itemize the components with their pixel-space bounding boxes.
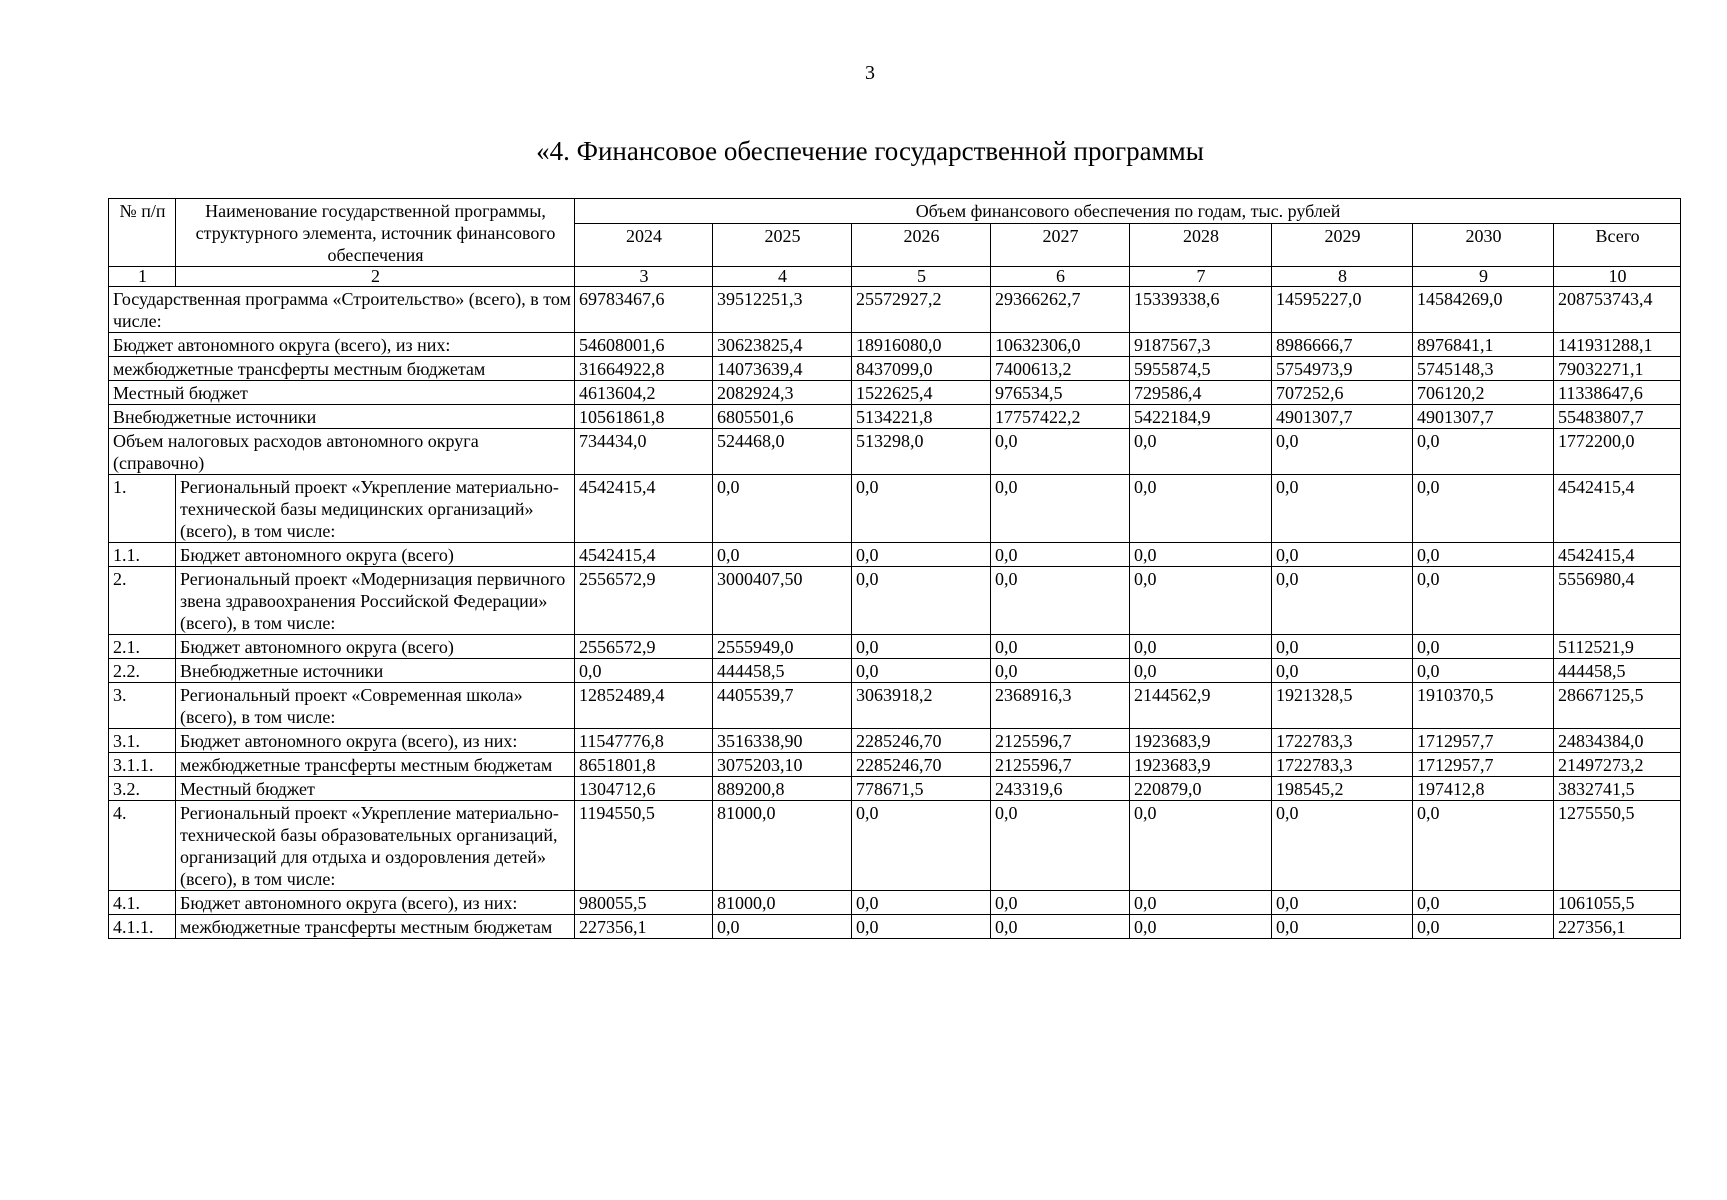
year-value: 0,0 <box>852 543 991 567</box>
year-value: 11547776,8 <box>575 729 713 753</box>
year-value: 14073639,4 <box>713 357 852 381</box>
year-value: 0,0 <box>1272 659 1413 683</box>
header-total: Всего <box>1554 223 1681 266</box>
row-name: Бюджет автономного округа (всего), из них: <box>176 891 575 915</box>
year-value: 31664922,8 <box>575 357 713 381</box>
table-row <box>109 567 1681 635</box>
year-value: 0,0 <box>991 659 1130 683</box>
year-value: 2125596,7 <box>991 729 1130 753</box>
column-index: 9 <box>1413 267 1554 287</box>
row-name: Региональный проект «Укрепление материально-технической базы образовательных организаций, организаций для отдыха и оздоровления детей» (всего), в том числе: <box>176 801 575 891</box>
year-value: 1194550,5 <box>575 801 713 891</box>
table-row <box>109 543 1681 567</box>
row-name: Региональный проект «Современная школа» (всего), в том числе: <box>176 683 575 729</box>
table-row <box>109 777 1681 801</box>
total-value: 4542415,4 <box>1554 475 1681 543</box>
year-value: 0,0 <box>991 915 1130 939</box>
year-value: 2368916,3 <box>991 683 1130 729</box>
year-value: 0,0 <box>1413 659 1554 683</box>
year-value: 0,0 <box>1130 429 1272 475</box>
year-value: 2082924,3 <box>713 381 852 405</box>
table-row <box>109 635 1681 659</box>
header-year: 2026 <box>852 223 991 266</box>
year-value: 0,0 <box>852 801 991 891</box>
total-value: 5556980,4 <box>1554 567 1681 635</box>
year-value: 0,0 <box>1130 659 1272 683</box>
total-value: 55483807,7 <box>1554 405 1681 429</box>
row-number: 1.1. <box>109 543 176 567</box>
year-value: 1921328,5 <box>1272 683 1413 729</box>
year-value: 0,0 <box>991 567 1130 635</box>
year-value: 0,0 <box>1130 635 1272 659</box>
header-year: 2027 <box>991 223 1130 266</box>
row-name: межбюджетные трансферты местным бюджетам <box>109 357 575 381</box>
year-value: 0,0 <box>1413 475 1554 543</box>
total-value: 1061055,5 <box>1554 891 1681 915</box>
row-number: 4.1. <box>109 891 176 915</box>
year-value: 0,0 <box>991 801 1130 891</box>
row-name: Бюджет автономного округа (всего), из них: <box>176 729 575 753</box>
year-value: 0,0 <box>1272 475 1413 543</box>
year-value: 0,0 <box>713 543 852 567</box>
table-row <box>109 801 1681 891</box>
column-index: 8 <box>1272 267 1413 287</box>
year-value: 243319,6 <box>991 777 1130 801</box>
header-name: Наименование государственной программы, структурного элемента, источник финансового обеспечения <box>176 199 575 267</box>
year-value: 0,0 <box>1413 915 1554 939</box>
year-value: 0,0 <box>852 915 991 939</box>
year-value: 0,0 <box>1413 891 1554 915</box>
total-value: 28667125,5 <box>1554 683 1681 729</box>
row-number: 1. <box>109 475 176 543</box>
year-value: 0,0 <box>1272 891 1413 915</box>
row-number: 3. <box>109 683 176 729</box>
year-value: 0,0 <box>1272 801 1413 891</box>
year-value: 8976841,1 <box>1413 333 1554 357</box>
year-value: 8437099,0 <box>852 357 991 381</box>
year-value: 1910370,5 <box>1413 683 1554 729</box>
column-index: 4 <box>713 267 852 287</box>
row-number: 4. <box>109 801 176 891</box>
year-value: 14584269,0 <box>1413 287 1554 333</box>
year-value: 2125596,7 <box>991 753 1130 777</box>
year-value: 0,0 <box>991 891 1130 915</box>
column-index: 10 <box>1554 267 1681 287</box>
year-value: 12852489,4 <box>575 683 713 729</box>
year-value: 729586,4 <box>1130 381 1272 405</box>
total-value: 79032271,1 <box>1554 357 1681 381</box>
year-value: 4613604,2 <box>575 381 713 405</box>
year-value: 0,0 <box>713 475 852 543</box>
year-value: 0,0 <box>1272 567 1413 635</box>
year-value: 0,0 <box>852 475 991 543</box>
column-index: 3 <box>575 267 713 287</box>
year-value: 30623825,4 <box>713 333 852 357</box>
year-value: 1304712,6 <box>575 777 713 801</box>
total-value: 4542415,4 <box>1554 543 1681 567</box>
total-value: 5112521,9 <box>1554 635 1681 659</box>
year-value: 444458,5 <box>713 659 852 683</box>
year-value: 0,0 <box>1130 543 1272 567</box>
year-value: 69783467,6 <box>575 287 713 333</box>
year-value: 5955874,5 <box>1130 357 1272 381</box>
row-name: Бюджет автономного округа (всего) <box>176 635 575 659</box>
year-value: 0,0 <box>1413 801 1554 891</box>
year-value: 5134221,8 <box>852 405 991 429</box>
year-value: 7400613,2 <box>991 357 1130 381</box>
year-value: 3075203,10 <box>713 753 852 777</box>
row-name: Государственная программа «Строительство» (всего), в том числе: <box>109 287 575 333</box>
financing-table <box>108 198 1681 939</box>
year-value: 81000,0 <box>713 891 852 915</box>
row-name: Бюджет автономного округа (всего) <box>176 543 575 567</box>
year-value: 1923683,9 <box>1130 753 1272 777</box>
total-value: 1275550,5 <box>1554 801 1681 891</box>
year-value: 0,0 <box>1272 543 1413 567</box>
year-value: 4405539,7 <box>713 683 852 729</box>
year-value: 2285246,70 <box>852 753 991 777</box>
page-number: 3 <box>865 62 875 84</box>
year-value: 889200,8 <box>713 777 852 801</box>
table-row <box>109 729 1681 753</box>
year-value: 15339338,6 <box>1130 287 1272 333</box>
year-value: 2285246,70 <box>852 729 991 753</box>
year-value: 1712957,7 <box>1413 729 1554 753</box>
year-value: 14595227,0 <box>1272 287 1413 333</box>
year-value: 524468,0 <box>713 429 852 475</box>
row-name: Местный бюджет <box>109 381 575 405</box>
table-row <box>109 659 1681 683</box>
table-row <box>109 405 1681 429</box>
total-value: 11338647,6 <box>1554 381 1681 405</box>
year-value: 0,0 <box>575 659 713 683</box>
row-number: 3.1.1. <box>109 753 176 777</box>
row-number: 2.1. <box>109 635 176 659</box>
year-value: 0,0 <box>1130 915 1272 939</box>
year-value: 0,0 <box>1413 543 1554 567</box>
year-value: 0,0 <box>991 429 1130 475</box>
table-row <box>109 753 1681 777</box>
row-name: Внебюджетные источники <box>109 405 575 429</box>
year-value: 10632306,0 <box>991 333 1130 357</box>
row-name: межбюджетные трансферты местным бюджетам <box>176 753 575 777</box>
header-year: 2030 <box>1413 223 1554 266</box>
year-value: 778671,5 <box>852 777 991 801</box>
year-value: 3516338,90 <box>713 729 852 753</box>
row-number: 2.2. <box>109 659 176 683</box>
year-value: 4901307,7 <box>1272 405 1413 429</box>
row-name: Бюджет автономного округа (всего), из них: <box>109 333 575 357</box>
table-row <box>109 891 1681 915</box>
year-value: 513298,0 <box>852 429 991 475</box>
year-value: 1522625,4 <box>852 381 991 405</box>
year-value: 1722783,3 <box>1272 753 1413 777</box>
year-value: 2555949,0 <box>713 635 852 659</box>
year-value: 0,0 <box>852 567 991 635</box>
year-value: 5745148,3 <box>1413 357 1554 381</box>
year-value: 5754973,9 <box>1272 357 1413 381</box>
year-value: 0,0 <box>991 543 1130 567</box>
header-row-1 <box>109 199 1681 224</box>
year-value: 8651801,8 <box>575 753 713 777</box>
year-value: 5422184,9 <box>1130 405 1272 429</box>
year-value: 0,0 <box>1272 915 1413 939</box>
year-value: 4542415,4 <box>575 543 713 567</box>
row-number: 4.1.1. <box>109 915 176 939</box>
table-row <box>109 287 1681 333</box>
row-name: Объем налоговых расходов автономного округа (справочно) <box>109 429 575 475</box>
row-number: 3.2. <box>109 777 176 801</box>
year-value: 25572927,2 <box>852 287 991 333</box>
year-value: 220879,0 <box>1130 777 1272 801</box>
table-row <box>109 333 1681 357</box>
year-value: 1923683,9 <box>1130 729 1272 753</box>
year-value: 0,0 <box>1413 567 1554 635</box>
year-value: 9187567,3 <box>1130 333 1272 357</box>
year-value: 18916080,0 <box>852 333 991 357</box>
total-value: 3832741,5 <box>1554 777 1681 801</box>
year-value: 29366262,7 <box>991 287 1130 333</box>
row-name: Региональный проект «Модернизация первичного звена здравоохранения Российской Федерации» (всего), в том числе: <box>176 567 575 635</box>
year-value: 0,0 <box>852 891 991 915</box>
year-value: 3000407,50 <box>713 567 852 635</box>
year-value: 39512251,3 <box>713 287 852 333</box>
year-value: 1712957,7 <box>1413 753 1554 777</box>
year-value: 0,0 <box>1130 567 1272 635</box>
year-value: 4542415,4 <box>575 475 713 543</box>
column-index: 6 <box>991 267 1130 287</box>
year-value: 198545,2 <box>1272 777 1413 801</box>
column-index: 1 <box>109 267 176 287</box>
section-title: «4. Финансовое обеспечение государственной программы <box>536 136 1204 166</box>
column-index: 2 <box>176 267 575 287</box>
total-value: 21497273,2 <box>1554 753 1681 777</box>
header-num: № п/п <box>109 199 176 267</box>
table-row <box>109 429 1681 475</box>
year-value: 0,0 <box>852 659 991 683</box>
row-name: Внебюджетные источники <box>176 659 575 683</box>
year-value: 0,0 <box>991 635 1130 659</box>
header-volume: Объем финансового обеспечения по годам, тыс. рублей <box>575 199 1681 224</box>
year-value: 2556572,9 <box>575 567 713 635</box>
year-value: 0,0 <box>852 635 991 659</box>
column-index-row <box>109 267 1681 287</box>
table-row <box>109 915 1681 939</box>
year-value: 976534,5 <box>991 381 1130 405</box>
year-value: 0,0 <box>1413 635 1554 659</box>
year-value: 0,0 <box>991 475 1130 543</box>
year-value: 4901307,7 <box>1413 405 1554 429</box>
column-index: 5 <box>852 267 991 287</box>
year-value: 1722783,3 <box>1272 729 1413 753</box>
total-value: 24834384,0 <box>1554 729 1681 753</box>
column-index: 7 <box>1130 267 1272 287</box>
table-row <box>109 381 1681 405</box>
year-value: 707252,6 <box>1272 381 1413 405</box>
row-number: 3.1. <box>109 729 176 753</box>
year-value: 0,0 <box>1272 429 1413 475</box>
year-value: 0,0 <box>1272 635 1413 659</box>
header-year: 2024 <box>575 223 713 266</box>
year-value: 227356,1 <box>575 915 713 939</box>
row-name: Местный бюджет <box>176 777 575 801</box>
year-value: 6805501,6 <box>713 405 852 429</box>
total-value: 1772200,0 <box>1554 429 1681 475</box>
year-value: 10561861,8 <box>575 405 713 429</box>
year-value: 81000,0 <box>713 801 852 891</box>
table-row <box>109 683 1681 729</box>
year-value: 2556572,9 <box>575 635 713 659</box>
row-name: межбюджетные трансферты местным бюджетам <box>176 915 575 939</box>
year-value: 2144562,9 <box>1130 683 1272 729</box>
year-value: 0,0 <box>1130 475 1272 543</box>
year-value: 0,0 <box>1130 801 1272 891</box>
year-value: 0,0 <box>1130 891 1272 915</box>
table-row <box>109 475 1681 543</box>
year-value: 0,0 <box>713 915 852 939</box>
row-name: Региональный проект «Укрепление материально-технической базы медицинских организаций» (всего), в том числе: <box>176 475 575 543</box>
row-number: 2. <box>109 567 176 635</box>
year-value: 980055,5 <box>575 891 713 915</box>
total-value: 208753743,4 <box>1554 287 1681 333</box>
year-value: 3063918,2 <box>852 683 991 729</box>
header-year: 2025 <box>713 223 852 266</box>
year-value: 706120,2 <box>1413 381 1554 405</box>
total-value: 444458,5 <box>1554 659 1681 683</box>
year-value: 734434,0 <box>575 429 713 475</box>
total-value: 227356,1 <box>1554 915 1681 939</box>
total-value: 141931288,1 <box>1554 333 1681 357</box>
header-year: 2028 <box>1130 223 1272 266</box>
header-year: 2029 <box>1272 223 1413 266</box>
table-row <box>109 357 1681 381</box>
year-value: 54608001,6 <box>575 333 713 357</box>
year-value: 0,0 <box>1413 429 1554 475</box>
year-value: 197412,8 <box>1413 777 1554 801</box>
year-value: 17757422,2 <box>991 405 1130 429</box>
year-value: 8986666,7 <box>1272 333 1413 357</box>
